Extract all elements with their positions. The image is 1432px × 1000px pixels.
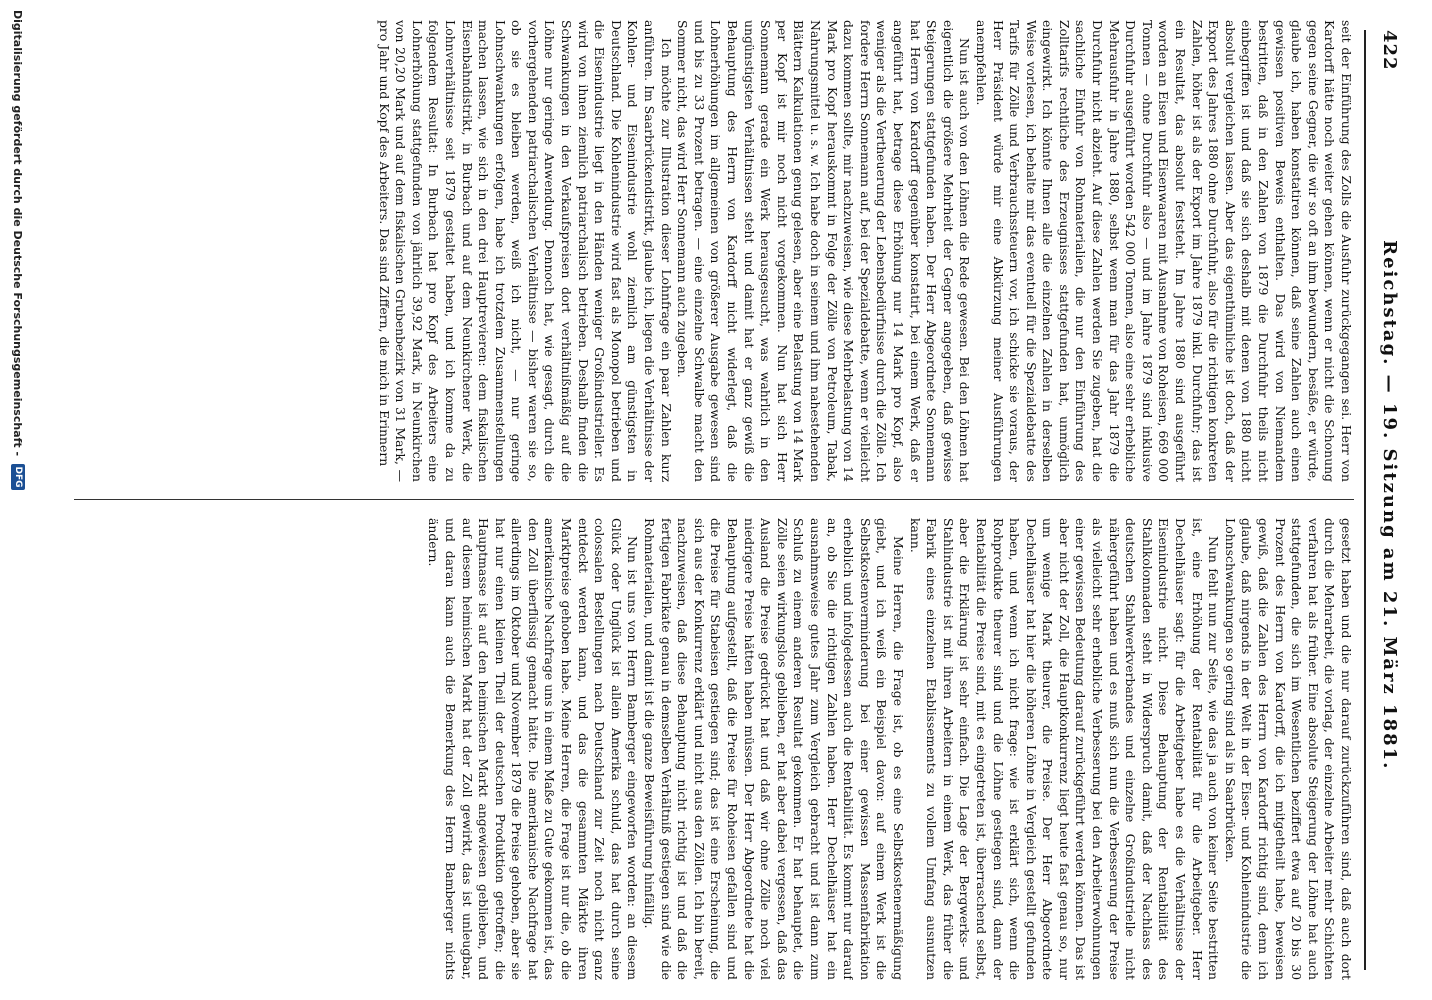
- left-paragraph-2: Nun ist auch von den Löhnen die Rede gewesen. Bei den Löhnen hat eigentlich die größere Mehrheit der Gegner angegeben, daß gewisse Steigerungen stattgefunden haben. Der Herr Abgeordnete Sonnemann hat Herrn von Kardorff gegenüber konstatirt, bei einem Werk, daß er angeführt hat, betrage diese Erhöhung nur 14 Mark pro Kopf, also weniger als die Vertheuerung der Lebensbedürfnisse durch die Zölle. Ich fordere Herrn Sonnemann auf, bei der Spezialdebatte, wenn er vielleicht dazu kommen sollte, mir nachzuweisen, wie diese Mehrbelastung von 14 Mark pro Kopf herauskommt in Folge der Zölle von Petroleum, Tabak, Nahrungsmittel u. s. w. Ich habe doch in seinem und ihm nahestehenden Blättern Kalkulationen genug gelesen, aber eine Belastung von 14 Mark per Kopf ist mir noch nicht vorgekommen. Nun hat sich Herr Sonnemann gerade ein Werk herausgesucht, was wahrlich in den ungünstigsten Verhältnissen steht und damit hat er ganz gewiß die Behauptung des Herrn von Kardorff nicht widerlegt, daß die Lohnerhöhungen im allgemeinen von größerer Ausgabe gewesen sind und bis zu 33 Prozent betragen. — eine einzelne Schwalbe macht den Sommer nicht, das wird Herr Sonnemann auch zugeben.: [675, 20, 973, 482]
- column-divider: [74, 499, 1354, 500]
- right-paragraph-1: gesetzt haben und die nur darauf zurückzuführen sind, daß auch dort durch die Mehrarbeit, die vorlag, der einzelne Arbeiter mehr Schichten verfahren hat als früher. Eine absolute Steigerung der Löhne hat auch stattgefunden, die sich im Wesentlichen beziffert etwa auf 20 bis 30 Prozent des Herrn von Kardorff, die ich mitgetheilt habe, beweisen gewiß, daß die Zahlen des Herrn von Kardorff richtig sind, denn ich glaube, daß nirgends in der Welt in der Eisen- und Kohlenindustrie die Lohnschwankungen so gering sind als in Saarbrücken.: [1222, 518, 1354, 980]
- right-column: [74, 518, 1354, 980]
- header-rule: [1364, 30, 1366, 970]
- digitization-footer: [8, 10, 28, 990]
- right-paragraph-3: Meine Herren, die Frage ist, ob es eine Selbstkostenermäßigung giebt, und ich weiß ein Beispiel davon: auf einem Werk ist die Selbstkostenverminderung bei einer gewissen Massenfabrikation erheblich und infolgedessen auch die Rentabilität. Es kommt nur darauf an, ob Sie die richtigen Zahlen haben. Herr Dechelhäuser hat ein ausnahmsweise gutes Jahr zum Vergleich gebracht und ist dann zum Schluß zu einem anderen Resultat gekommen. Er hat behauptet, die Zölle seien wirkungslos geblieben, er hat aber dabei vergessen, daß das Ausland die Preise gedrückt hat und daß wir ohne Zölle noch viel niedrigere Preise hätten haben müssen. Der Herr Abgeordnete hat die Behauptung aufgestellt, daß die Preise für Roheisen gefallen sind und die Preise für Stabeisen gestiegen sind; das ist eine Erscheinung, die sich aus der Konkurrenz erklärt und nicht aus den Zöllen. Ich bin bereit, nachzuweisen, daß diese Behauptung nicht richtig ist und daß die fertigen Fabrikate genau in demselben Verhältniß gestiegen sind wie die Rohmaterialien, und damit ist die ganze Beweisführung hinfällig.: [642, 518, 906, 980]
- left-paragraph-1: seit der Einführung des Zolls die Ausfuhr zurückgegangen sei. Herr von Kardorff hätte noch weiter gehen können, wenn er nicht die Schonung gegen seine Gegner, die wir so oft an ihm bewundern, besäße, er würde, glaube ich, haben konstatiren können, daß seine Zahlen auch einen gewissen positiven Beweis enthalten. Das wird von Niemandem bestritten, daß in den Zahlen von 1879 die Durchfuhr theils nicht einbegriffen ist und daß sie sich deshalb mit denen von 1880 nicht absolut vergleichen lassen. Aber das eigenthümliche ist doch, daß der Export des Jahres 1880 ohne Durchfuhr, also für die richtigen konkreten Zahlen, höher ist als der Export im Jahre 1879 inkl. Durchfuhr; das ist ein Resultat, das absolut feststeht. Im Jahre 1880 sind ausgeführt worden an Eisen und Eisenwaaren mit Ausnahme von Roheisen, 669 000 Tonnen — ohne Durchfuhr also — und im Jahre 1879 sind inklusive Durchfuhr ausgeführt worden 542 000 Tonnen, also eine sehr erhebliche Mehrausfuhr in Jahre 1880, selbst wenn man für das Jahr 1879 die Durchfuhr nicht abzieht. Auf diese Zahlen werden Sie zugeben, hat die sachliche Einfuhr von Rohmaterialien, die nur den Einführung des Zolltarifs rechtliche des Erzeugnisses stattgefunden hat, unmöglich eingewirkt. Ich könnte Ihnen alle die einzelnen Zahlen in derselben Weise vorlesen, ich behalte mir das eventuell für die Spezialdebatte des Tarifs für Zölle und Verbrauchssteuern vor, ich schicke sie voraus, der Herr Präsident würde mir eine Abkürzung meiner Ausführungen anempfehlen.: [973, 20, 1354, 482]
- right-paragraph-4: Nun ist uns von Herrn Bamberger eingeworfen worden: an diesem Glück oder Unglück ist allein Amerika schuld, das hat durch seine colossalen Bestellungen nach Deutschland zur Zeit noch nicht ganz entdeckt werden kann, und das die gesammten Märkte ihren Marktpreise gehoben habe. Meine Herren, die Frage ist nur die, ob die amerikanische Nachfrage uns in einem Maße zu Gute gekommen ist, das den Zoll überflüssig gemacht hätte. Die amerikanische Nachfrage hat allerdings im Oktober und November 1879 die Preise gehoben, aber sie hat nur einen kleinen Theil der deutschen Produktion getroffen; die Hauptmasse ist auf den heimischen Markt angewiesen geblieben, und auf diesem heimischen Markt hat der Zoll gewirkt, das ist unleugbar, und daran kann auch die Bemerkung des Herrn Bamberger nichts ändern.: [426, 518, 641, 980]
- left-paragraph-3: Ich möchte zur Illustration dieser Lohnfrage ein paar Zahlen kurz anführen. Im Saarbrückendistrikt, glaube ich, liegen die Verhältnisse der Kohlen- und Eisenindustrie wohl ziemlich am günstigsten in Deutschland. Die Kohlenindustrie wird fast als Monopol betrieben und die Eisenindustrie liegt in den Händen weniger Großindustrieller. Es wird von ihnen ziemlich patriarchalisch betrieben. Deshalb finden die Schwankungen in den Verkaufspreisen dort verhältnißmäßig auf die Löhne nur geringe Anwendung. Dennoch hat, wie gesagt, durch die vorhergehenden patriarchalischen Verhältnisse — bisher waren sie so, ob sie es bleiben werden, weiß ich nicht, — nur geringe Lohnschwankungen erfolgen, habe ich trotzdem Zusammenstellungen machen lassen, wie sich in den drei Hauptrevieren: dem fiskalischen Eisenbahndistrikt, in Burbach und auf dem Neunkirchener Werk, die Lohnverhältnisse seit 1879 gestaltet haben, und ich komme da zu folgendem Resultat: In Burbach hat pro Kopf des Arbeiters eine Lohnerhöhung stattgefunden von jährlich 39,92 Mark, in Neunkirchen von 20,20 Mark und auf dem fiskalischen Grubenbezirk von 31 Mark, — pro Jahr und Kopf des Arbeiters. Das sind Ziffern, die mich in Erinnern: [376, 20, 674, 482]
- left-column: [74, 20, 1354, 482]
- page-header: [1378, 30, 1402, 970]
- page-title: Reichstag. — 19. Sitzung am 21. März 1881.: [1379, 240, 1401, 771]
- dfg-logo-icon: DFG: [11, 464, 25, 490]
- page-number: 422: [1379, 30, 1401, 71]
- footer-text: Digitalisierung gefördert durch die Deutsche Forschungsgemeinschaft -: [11, 10, 25, 457]
- right-paragraph-2: Nun fehlt nun zur Seite, wie das ja auch von keiner Seite bestritten ist, eine Erhöhung der Rentabilität für die Arbeitgeber. Herr Dechelhäuser sagt: für die Arbeitgeber habe es die Verhältnisse der Eisenindustrie nicht. Diese Behauptung der Rentabilität des Stahlkolonnaden steht in Widerspruch damit, daß der Nachlass des deutschen Stahlwerkverbandes und einzelne Großindustrielle nicht nähergeführt haben und es muß sich nun die Verbesserung der Preise als vielleicht sehr erhebliche Verbesserung bei den Arbeiterwohnungen einer gewissen Bedeutung darauf zurückgeführt werden können. Das ist aber nicht der Zoll, die Hauptkonkurrenz liegt heute fast genau so, nur um wenige Mark theurer, die Preise. Der Herr Abgeordnete Dechelhäuser hat hier die höheren Löhne in Vergleich gestellt gefunden haben, und wenn ich nicht frage: wie ist erklärt sich, wenn die Rohprodukte theurer sind und die Löhne gestiegen sind, dann der Rentabilität die Preise sind, mit es eingetreten ist, überraschend selbst, aber die Erklärung ist sehr einfach. Die Lage der Bergwerks- und Stahlindustrie ist mit ihren Arbeitern in einem Werk, das früher die Fabrik eines einzelnen Etablissements zu vollem Umfang ausnutzen kann.: [907, 518, 1222, 980]
